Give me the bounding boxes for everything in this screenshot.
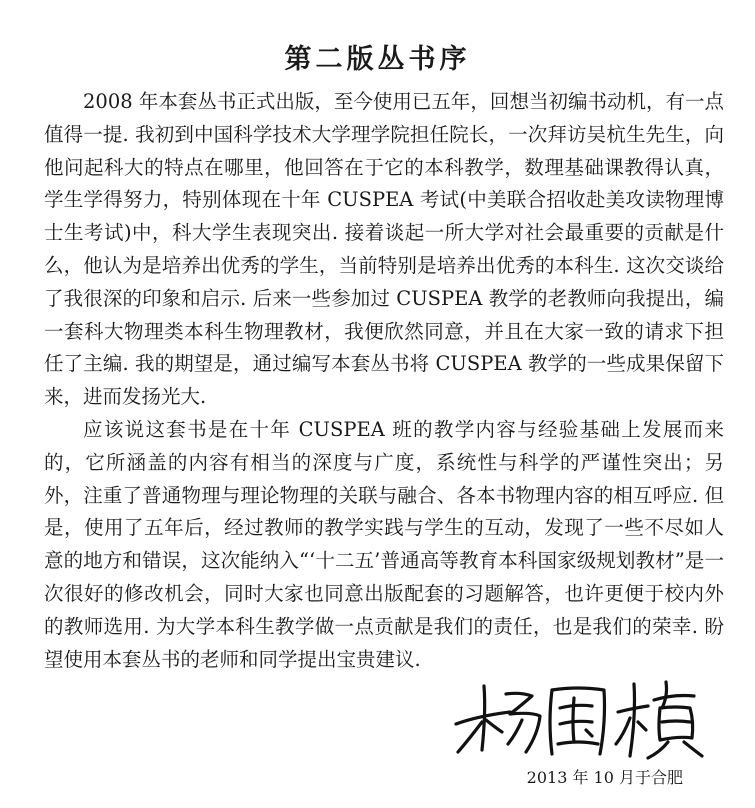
preface-paragraph-1: 2008 年本套丛书正式出版，至今使用已五年，回想当初编书动机，有一点值得一提. 我初到中国科学技术大学理学院担任院长，一次拜访吴杭生先生，向他问起科大的特点在哪里，他回答在于它的本科教学，数理基础课教得认真，学生学得努力，特别体现在十年 CUSPEA 考试(中美联合招收赴美攻读物理博士生考试)中，科大学生表现突出. 接着谈起一所大学对社会最重要的贡献是什么，他认为是培养出优秀的学生，当前特别是培养出优秀的本科生. 这次交谈给了我很深的印象和启示. 后来一些参加过 CUSPEA 教学的老教师向我提出，编一套科大物理类本科生物理教材，我便欣然同意，并且在大家一致的请求下担任了主编. 我的期望是，通过编写本套丛书将 CUSPEA 教学的一些成果保留下来，进而发扬光大. [44,90,724,409]
handwritten-signature [448,672,708,762]
preface-date: 2013 年 10 月于合肥 [526,768,683,787]
preface-paragraph-2: 应该说这套书是在十年 CUSPEA 班的教学内容与经验基础上发展而来的，它所涵盖的内容有相当的深度与广度，系统性与科学的严谨性突出；另外，注重了普通物理与理论物理的关联与融合、各本书物理内容的相互呼应. 但是，使用了五年后，经过教师的教学实践与学生的互动，发现了一些不尽如人意的地方和错误，这次能纳入“‘十二五’普通高等教育本科国家级规划教材”是一次很好的修改机会，同时大家也同意出版配套的习题解答，也许更便于校内外的教师选用. 为大学本科生教学做一点贡献是我们的责任，也是我们的荣幸. 盼望使用本套丛书的老师和同学提出宝贵建议. [44,417,724,671]
page-title: 第二版丛书序 [284,44,471,76]
preface-body [44,86,724,676]
